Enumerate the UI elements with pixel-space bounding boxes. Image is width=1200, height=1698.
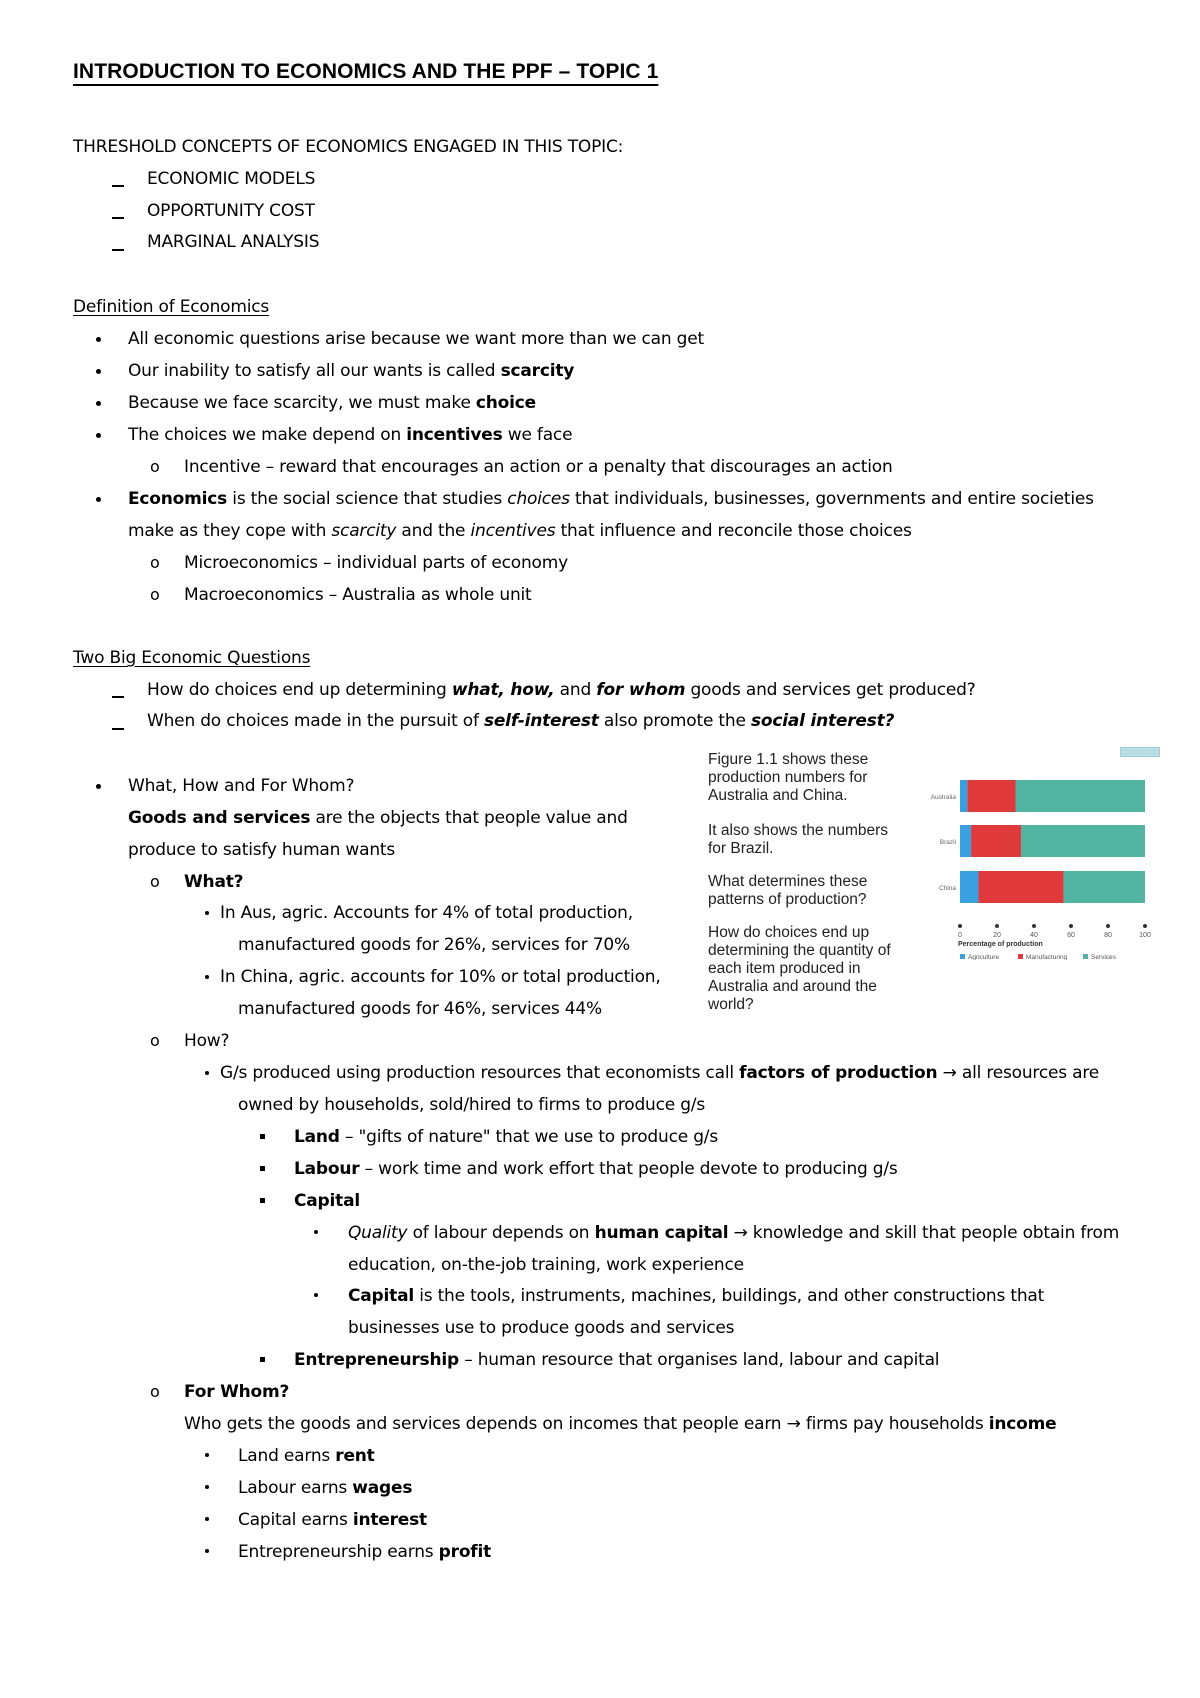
- bullet-dot: [314, 1293, 318, 1297]
- income-item: Capital earns interest: [238, 1510, 427, 1530]
- dash-bullet: [112, 728, 124, 730]
- bar-segment-services: [1016, 780, 1146, 812]
- factor-capital: Capital: [294, 1191, 360, 1211]
- x-axis-label: Percentage of production: [958, 941, 1043, 948]
- legend-entry: Manufacturing: [1026, 954, 1068, 960]
- legend-entry: Services: [1091, 954, 1116, 960]
- bar-segment-agriculture: [960, 780, 967, 812]
- x-tick-mark: [1143, 924, 1147, 928]
- bullet-dot: [96, 433, 101, 438]
- x-tick-label: 20: [993, 932, 1001, 939]
- capital-item: Capital is the tools, instruments, machines, buildings, and other constructions that: [348, 1286, 1045, 1306]
- category-label: Brazil: [939, 839, 956, 846]
- bullet-dot: [205, 1453, 209, 1457]
- threshold-item: MARGINAL ANALYSIS: [147, 232, 320, 252]
- threshold-heading: THRESHOLD CONCEPTS OF ECONOMICS ENGAGED IN THIS TOPIC:: [73, 137, 624, 157]
- square-bullet: [260, 1134, 265, 1139]
- what-heading: What?: [184, 872, 244, 892]
- factor-labour: Labour – work time and work effort that people devote to producing g/s: [294, 1159, 898, 1179]
- category-label: Australia: [930, 794, 956, 801]
- figure-caption-para: It also shows the numbers for Brazil.: [708, 822, 889, 857]
- bullet-dot: [205, 1517, 209, 1521]
- definition-bullet: Economics is the social science that studies choices that individuals, businesses, governments and entire societies: [128, 489, 1094, 509]
- how-heading: How?: [184, 1031, 230, 1051]
- x-tick-mark: [1106, 924, 1110, 928]
- dash-bullet: [112, 185, 124, 187]
- x-tick-mark: [958, 924, 962, 928]
- forwhom-text: Who gets the goods and services depends on incomes that people earn → firms pay households income: [184, 1414, 1057, 1434]
- bar-segment-manufacturing: [967, 780, 1015, 812]
- definition-sub-bullet: Microeconomics – individual parts of economy: [184, 553, 568, 573]
- income-item: Labour earns wages: [238, 1478, 413, 1498]
- legend-swatch: [1018, 954, 1023, 959]
- questions-heading: Two Big Economic Questions: [73, 648, 311, 668]
- bar-segment-agriculture: [960, 871, 979, 903]
- figure-caption-para: Figure 1.1 shows these production numbers for Australia and China.: [708, 751, 869, 804]
- x-tick-mark: [1032, 924, 1036, 928]
- definition-sub-bullet: Incentive – reward that encourages an action or a penalty that discourages an action: [184, 457, 893, 477]
- bullet-dot: [205, 975, 209, 979]
- what-item-cont: manufactured goods for 26%, services for 70%: [238, 935, 630, 955]
- bullet-dot: [205, 911, 209, 915]
- capital-item-cont: education, on-the-job training, work experience: [348, 1255, 744, 1275]
- definition-sub-bullet: Macroeconomics – Australia as whole unit: [184, 585, 532, 605]
- definition-bullet: All economic questions arise because we want more than we can get: [128, 329, 704, 349]
- bullet-dot: [205, 1485, 209, 1489]
- threshold-item: OPPORTUNITY COST: [147, 201, 315, 221]
- bullet-dot: [314, 1230, 318, 1234]
- how-item-cont: owned by households, sold/hired to firms to produce g/s: [238, 1095, 705, 1115]
- capital-item: Quality of labour depends on human capital → knowledge and skill that people obtain from: [348, 1223, 1120, 1243]
- what-item: In China, agric. accounts for 10% or total production,: [220, 967, 661, 987]
- circle-bullet: o: [150, 872, 160, 891]
- definition-bullet: The choices we make depend on incentives we face: [128, 425, 573, 445]
- square-bullet: [260, 1198, 265, 1203]
- dash-bullet: [112, 696, 124, 698]
- bullet-dot: [205, 1549, 209, 1553]
- x-tick-label: 60: [1067, 932, 1075, 939]
- how-item: G/s produced using production resources that economists call factors of production → all resources are: [220, 1063, 1100, 1083]
- income-item: Entrepreneurship earns profit: [238, 1542, 492, 1562]
- bullet-dot: [96, 369, 101, 374]
- legend-swatch: [1083, 954, 1088, 959]
- wfw-heading: What, How and For Whom?: [128, 776, 355, 796]
- threshold-item: ECONOMIC MODELS: [147, 169, 316, 189]
- square-bullet: [260, 1166, 265, 1171]
- bullet-dot: [96, 784, 101, 789]
- definition-bullet: Because we face scarcity, we must make choice: [128, 393, 536, 413]
- wfw-text: produce to satisfy human wants: [128, 840, 396, 860]
- x-tick-label: 80: [1104, 932, 1112, 939]
- bullet-dot: [96, 337, 101, 342]
- what-item-cont: manufactured goods for 46%, services 44%: [238, 999, 602, 1019]
- circle-bullet: o: [150, 553, 160, 572]
- bullet-dot: [205, 1071, 209, 1075]
- factor-entrepreneurship: Entrepreneurship – human resource that organises land, labour and capital: [294, 1350, 940, 1370]
- circle-bullet: o: [150, 585, 160, 604]
- bullet-dot: [96, 401, 101, 406]
- question-item: How do choices end up determining what, how, and for whom goods and services get produced?: [147, 680, 976, 700]
- figure-caption-para: How do choices end up determining the quantity of each item produced in Australia and around the world?: [708, 924, 891, 1013]
- circle-bullet: o: [150, 1031, 160, 1050]
- x-tick-label: 0: [958, 932, 962, 939]
- x-tick-mark: [1069, 924, 1073, 928]
- category-label: China: [939, 885, 956, 892]
- bullet-dot: [96, 497, 101, 502]
- bar-segment-manufacturing: [979, 871, 1064, 903]
- circle-bullet: o: [150, 1382, 160, 1401]
- production-chart: [920, 740, 1160, 960]
- definition-bullet-cont: make as they cope with scarcity and the incentives that influence and reconcile those choices: [128, 521, 912, 541]
- legend-swatch: [960, 954, 965, 959]
- figure-caption-para: What determines these patterns of production?: [708, 873, 868, 908]
- income-item: Land earns rent: [238, 1446, 375, 1466]
- dash-bullet: [112, 217, 124, 219]
- bar-segment-manufacturing: [971, 825, 1021, 857]
- bar-segment-services: [1064, 871, 1145, 903]
- bar-segment-agriculture: [960, 825, 971, 857]
- x-tick-mark: [995, 924, 999, 928]
- legend-entry: Agriculture: [968, 954, 1000, 960]
- question-item: When do choices made in the pursuit of self-interest also promote the social interest?: [147, 711, 895, 731]
- circle-bullet: o: [150, 457, 160, 476]
- x-tick-label: 100: [1139, 932, 1151, 939]
- forwhom-heading: For Whom?: [184, 1382, 290, 1402]
- what-item: In Aus, agric. Accounts for 4% of total production,: [220, 903, 633, 923]
- page-title: INTRODUCTION TO ECONOMICS AND THE PPF – TOPIC 1: [73, 60, 659, 83]
- wfw-text: Goods and services are the objects that people value and: [128, 808, 628, 828]
- bar-segment-services: [1021, 825, 1145, 857]
- factor-land: Land – "gifts of nature" that we use to produce g/s: [294, 1127, 718, 1147]
- square-bullet: [260, 1357, 265, 1362]
- definition-heading: Definition of Economics: [73, 297, 270, 317]
- capital-item-cont: businesses use to produce goods and services: [348, 1318, 735, 1338]
- x-tick-label: 40: [1030, 932, 1038, 939]
- dash-bullet: [112, 249, 124, 251]
- definition-bullet: Our inability to satisfy all our wants is called scarcity: [128, 361, 575, 381]
